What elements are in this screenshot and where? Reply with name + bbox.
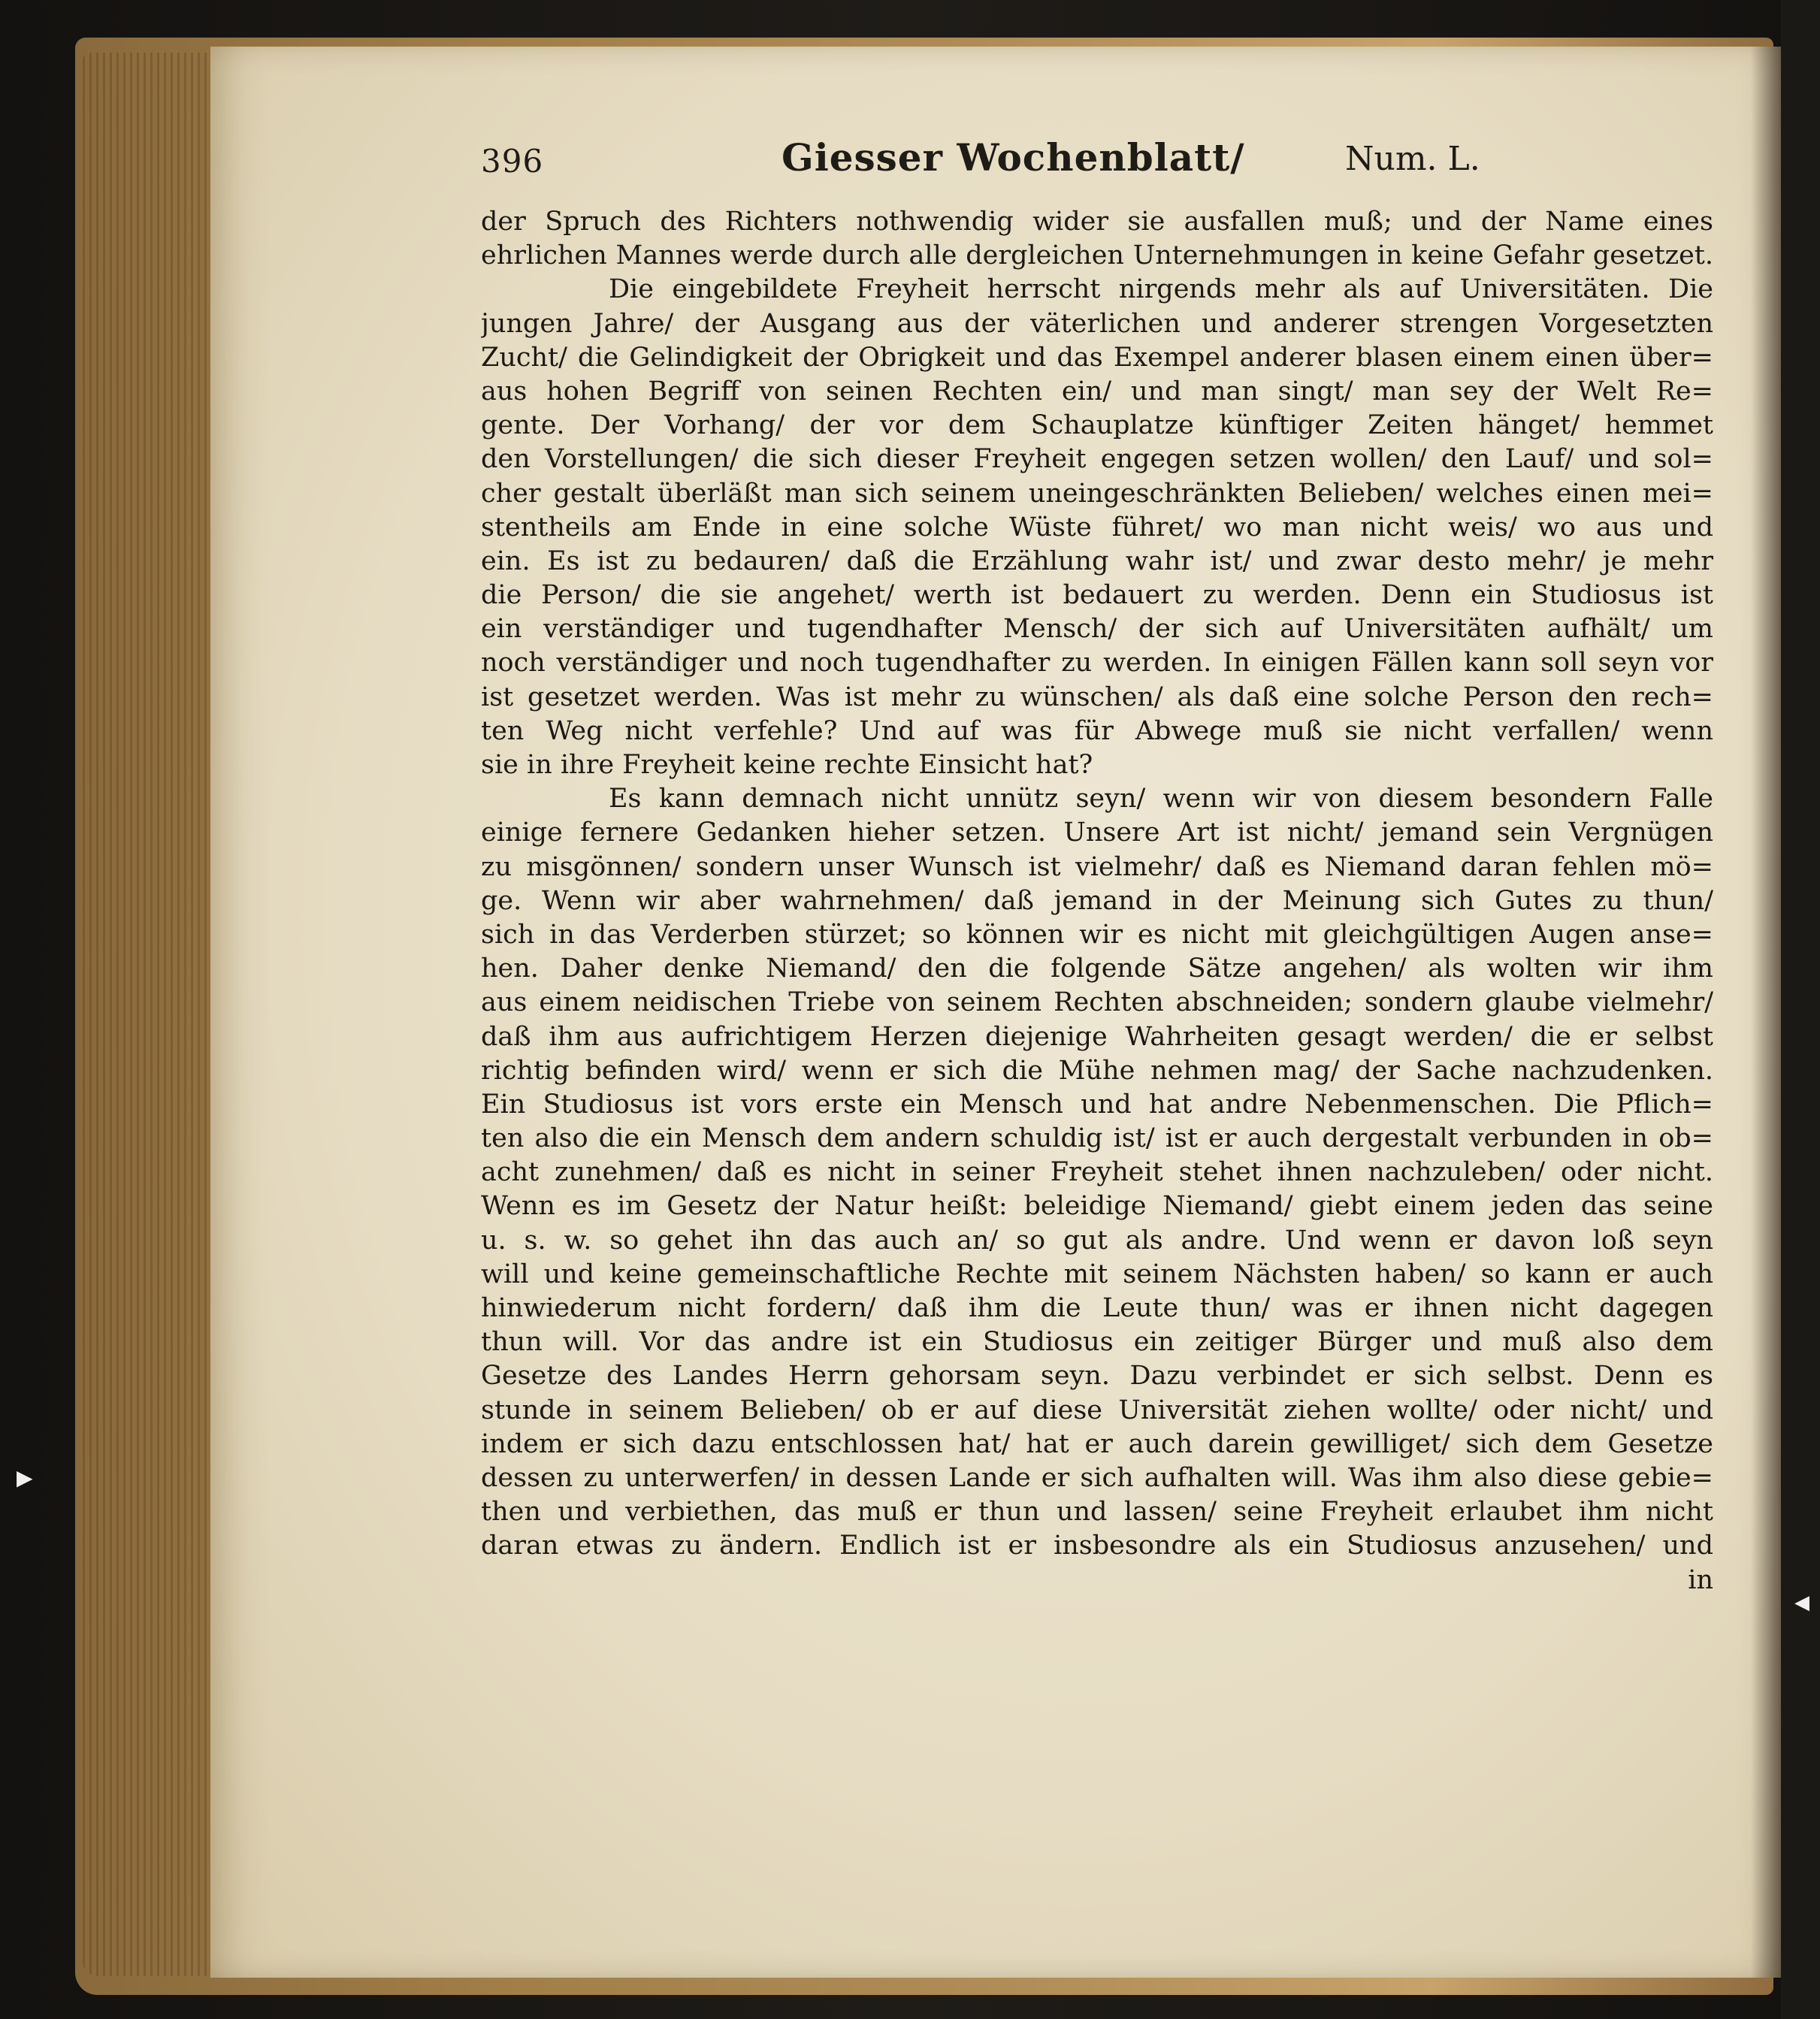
text-line: will und keine gemeinschaftliche Rechte mit seinem Nächsten haben/ so kann er auch <box>481 1259 1713 1289</box>
page-number: 396 <box>481 143 544 180</box>
text-line: zu misgönnen/ sondern unser Wunsch ist vielmehr/ daß es Niemand daran fehlen mö= <box>481 851 1713 882</box>
text-line: Gesetze des Landes Herrn gehorsam seyn. Dazu verbindet er sich selbst. Denn es <box>481 1361 1713 1392</box>
text-line: ehrlichen Mannes werde durch alle dergleichen Unternehmungen in keine Gefahr gesetzet. <box>481 240 1713 271</box>
text-line: ein verständiger und tugendhafter Mensch/ der sich auf Universitäten aufhält/ um <box>481 614 1713 645</box>
text-line: aus einem neidischen Triebe von seinem Rechten abschneiden; sondern glaube vielmehr/ <box>481 987 1713 1018</box>
text-line: ten Weg nicht verfehle? Und auf was für Abwege muß sie nicht verfallen/ wenn <box>481 715 1713 746</box>
text-line: acht zunehmen/ daß es nicht in seiner Freyheit stehet ihnen nachzuleben/ oder nicht. <box>481 1157 1713 1188</box>
text-line: hen. Daher denke Niemand/ den die folgende Sätze angehen/ als wolten wir ihm <box>481 954 1713 984</box>
text-line: aus hohen Begriff von seinen Rechten ein/ und man singt/ man sey der Welt Re= <box>481 376 1713 407</box>
text-line: Ein Studiosus ist vors erste ein Mensch und hat andre Nebenmenschen. Die Pflich= <box>481 1089 1713 1120</box>
text-line: ge. Wenn wir aber wahrnehmen/ daß jemand in der Meinung sich Gutes zu thun/ <box>481 885 1713 916</box>
page-edges <box>83 53 210 1976</box>
text-line: gente. Der Vorhang/ der vor dem Schauplatze künftiger Zeiten hänget/ hemmet <box>481 410 1713 441</box>
left-pointer-icon: ▶ <box>17 1465 33 1490</box>
text-line: ist gesetzet werden. Was ist mehr zu wünschen/ als daß eine solche Person den rech= <box>481 682 1713 712</box>
text-line: Wenn es im Gesetz der Natur heißt: beleidige Niemand/ giebt einem jeden das seine <box>481 1191 1713 1222</box>
text-line: dessen zu unterwerfen/ in dessen Lande er sich aufhalten will. Was ihm also diese gebie= <box>481 1462 1713 1493</box>
text-line: ein. Es ist zu bedauren/ daß die Erzählung wahr ist/ und zwar desto mehr/ je mehr <box>481 546 1713 576</box>
text-line: der Spruch des Richters nothwendig wider sie ausfallen muß; und der Name eines <box>481 207 1713 237</box>
scan-border <box>1781 0 1820 2019</box>
text-line: stunde in seinem Belieben/ ob er auf diese Universität ziehen wollte/ oder nicht/ und <box>481 1395 1713 1425</box>
text-line: u. s. w. so gehet ihn das auch an/ so gut als andre. Und wenn er davon loß seyn <box>481 1225 1713 1256</box>
text-line: Zucht/ die Gelindigkeit der Obrigkeit und das Exempel anderer blasen einem einen über= <box>481 342 1713 373</box>
text-line: noch verständiger und noch tugendhafter zu werden. In einigen Fällen kann soll seyn vor <box>481 648 1713 679</box>
text-line: Es kann demnach nicht unnütz seyn/ wenn wir von diesem besondern Falle <box>609 784 1713 815</box>
catchword: in <box>1688 1564 1713 1595</box>
text-line: stentheils am Ende in eine solche Wüste führet/ wo man nicht weis/ wo aus und <box>481 512 1713 543</box>
text-line: die Person/ die sie angehet/ werth ist bedauert zu werden. Denn ein Studiosus ist <box>481 580 1713 611</box>
text-line: sich in das Verderben stürzet; so können wir es nicht mit gleichgültigen Augen anse= <box>481 919 1713 950</box>
text-line: cher gestalt überläßt man sich seinem uneingeschränkten Belieben/ welches einen mei= <box>481 478 1713 509</box>
text-line: Die eingebildete Freyheit herrscht nirgends mehr als auf Universitäten. Die <box>609 274 1713 305</box>
issue-number: Num. L. <box>1345 140 1480 178</box>
text-line: ten also die ein Mensch dem andern schuldig ist/ ist er auch dergestalt verbunden in ob= <box>481 1123 1713 1154</box>
text-line: indem er sich dazu entschlossen hat/ hat er auch darein gewilliget/ sich dem Gesetze <box>481 1428 1713 1459</box>
right-pointer-icon: ◀ <box>1794 1591 1809 1614</box>
body-text <box>481 205 1713 1597</box>
text-line: then und verbiethen, das muß er thun und lassen/ seine Freyheit erlaubet ihm nicht <box>481 1497 1713 1528</box>
journal-title: Giesser Wochenblatt/ <box>782 135 1245 180</box>
text-line: thun will. Vor das andre ist ein Studiosus ein zeitiger Bürger und muß also dem <box>481 1327 1713 1358</box>
text-line: den Vorstellungen/ die sich dieser Freyheit engegen setzen wollen/ den Lauf/ und sol= <box>481 444 1713 475</box>
text-line: richtig befinden wird/ wenn er sich die Mühe nehmen mag/ der Sache nachzudenken. <box>481 1055 1713 1086</box>
text-line: jungen Jahre/ der Ausgang aus der väterlichen und anderer strengen Vorgesetzten <box>481 308 1713 339</box>
running-head <box>481 135 1713 188</box>
text-line: daran etwas zu ändern. Endlich ist er insbesondre als ein Studiosus anzusehen/ und <box>481 1531 1713 1561</box>
text-line: daß ihm aus aufrichtigem Herzen diejenige Wahrheiten gesagt werden/ die er selbst <box>481 1021 1713 1052</box>
gutter-shadow <box>1751 47 1781 1978</box>
text-line: einige fernere Gedanken hieher setzen. Unsere Art ist nicht/ jemand sein Vergnügen <box>481 818 1713 848</box>
text-line: hinwiederum nicht fordern/ daß ihm die Leute thun/ was er ihnen nicht dagegen <box>481 1293 1713 1323</box>
text-line: sie in ihre Freyheit keine rechte Einsicht hat? <box>481 750 1093 780</box>
